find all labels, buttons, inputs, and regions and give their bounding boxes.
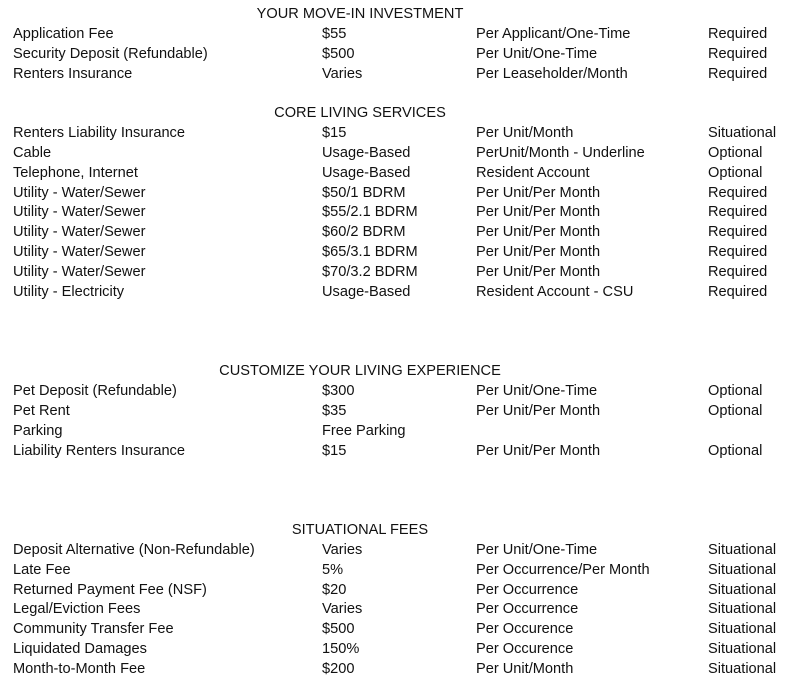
fee-amount: $300 bbox=[322, 383, 355, 400]
fee-amount: Varies bbox=[322, 65, 363, 82]
fee-amount: $50/1 BDRM bbox=[322, 184, 406, 201]
section-spacer bbox=[0, 303, 800, 363]
fee-row bbox=[0, 541, 800, 561]
fee-name: Utility - Water/Sewer bbox=[13, 184, 146, 201]
fee-frequency: Per Occurence bbox=[476, 621, 574, 638]
fee-frequency: Per Unit/One-Time bbox=[476, 383, 598, 400]
fee-name: Month-to-Month Fee bbox=[13, 660, 146, 677]
fee-amount: $65/3.1 BDRM bbox=[322, 244, 418, 261]
section-spacer bbox=[0, 84, 800, 104]
fee-schedule-document bbox=[0, 5, 800, 680]
fee-amount: 5% bbox=[322, 561, 344, 578]
fee-frequency: Per Unit/Month bbox=[476, 125, 574, 142]
fee-name: Utility - Water/Sewer bbox=[13, 263, 146, 280]
fee-status: Optional bbox=[708, 164, 763, 181]
fee-amount: $500 bbox=[322, 45, 355, 62]
fee-frequency: Per Unit/Per Month bbox=[476, 244, 601, 261]
fee-status: Required bbox=[708, 65, 768, 82]
fee-frequency: Resident Account bbox=[476, 164, 590, 181]
fee-row bbox=[0, 640, 800, 660]
fee-status: Optional bbox=[708, 442, 763, 459]
fee-amount: $15 bbox=[322, 125, 347, 142]
fee-status: Required bbox=[708, 244, 768, 261]
fee-amount: $70/3.2 BDRM bbox=[322, 263, 418, 280]
fee-name: Cable bbox=[13, 144, 52, 161]
fee-row bbox=[0, 184, 800, 204]
section-title-situational: SITUATIONAL FEES bbox=[291, 521, 429, 538]
fee-status: Optional bbox=[708, 383, 763, 400]
fee-frequency: Per Unit/Per Month bbox=[476, 204, 601, 221]
fee-name: Pet Deposit (Refundable) bbox=[13, 383, 177, 400]
fee-row bbox=[0, 422, 800, 442]
section-title-customize: CUSTOMIZE YOUR LIVING EXPERIENCE bbox=[219, 363, 501, 380]
fee-amount: $15 bbox=[322, 442, 347, 459]
fee-status: Situational bbox=[708, 621, 777, 638]
section-title-core-services: CORE LIVING SERVICES bbox=[274, 105, 446, 122]
fee-name: Renters Insurance bbox=[13, 65, 133, 82]
fee-status: Optional bbox=[708, 144, 763, 161]
fee-name: Utility - Water/Sewer bbox=[13, 224, 146, 241]
fee-amount: $20 bbox=[322, 581, 347, 598]
fee-frequency: Per Unit/Per Month bbox=[476, 402, 601, 419]
fee-row bbox=[0, 402, 800, 422]
fee-frequency: Per Occurrence bbox=[476, 601, 579, 618]
fee-frequency: Per Unit/Per Month bbox=[476, 263, 601, 280]
fee-status: Required bbox=[708, 224, 768, 241]
fee-name: Utility - Electricity bbox=[13, 283, 125, 300]
fee-row bbox=[0, 581, 800, 601]
fee-status: Situational bbox=[708, 541, 777, 558]
fee-name: Legal/Eviction Fees bbox=[13, 601, 141, 618]
fee-amount: $200 bbox=[322, 660, 355, 677]
fee-row bbox=[0, 382, 800, 402]
fee-amount: Usage-Based bbox=[322, 283, 411, 300]
fee-frequency: Per Occurrence/Per Month bbox=[476, 561, 650, 578]
fee-frequency: Per Unit/One-Time bbox=[476, 45, 598, 62]
fee-name: Application Fee bbox=[13, 25, 114, 42]
fee-status: Required bbox=[708, 184, 768, 201]
fee-name: Pet Rent bbox=[13, 402, 70, 419]
fee-frequency: Per Unit/Month bbox=[476, 660, 574, 677]
fee-row bbox=[0, 45, 800, 65]
section-title-move-in: YOUR MOVE-IN INVESTMENT bbox=[256, 6, 464, 22]
fee-status: Required bbox=[708, 283, 768, 300]
fee-row bbox=[0, 442, 800, 462]
fee-frequency: Per Unit/Per Month bbox=[476, 442, 601, 459]
fee-row bbox=[0, 561, 800, 581]
fee-status: Required bbox=[708, 263, 768, 280]
fee-status: Situational bbox=[708, 641, 777, 658]
fee-amount: $55/2.1 BDRM bbox=[322, 204, 418, 221]
fee-row bbox=[0, 620, 800, 640]
section-spacer bbox=[0, 461, 800, 521]
fee-amount: $55 bbox=[322, 25, 347, 42]
fee-amount: $60/2 BDRM bbox=[322, 224, 406, 241]
fee-row bbox=[0, 223, 800, 243]
fee-row bbox=[0, 243, 800, 263]
fee-name: Utility - Water/Sewer bbox=[13, 204, 146, 221]
fee-amount: 150% bbox=[322, 641, 360, 658]
fee-status: Situational bbox=[708, 125, 777, 142]
fee-name: Community Transfer Fee bbox=[13, 621, 174, 638]
fee-amount: Usage-Based bbox=[322, 164, 411, 181]
fee-frequency: Per Unit/One-Time bbox=[476, 541, 598, 558]
fee-row bbox=[0, 164, 800, 184]
fee-row bbox=[0, 263, 800, 283]
fee-name: Deposit Alternative (Non-Refundable) bbox=[13, 541, 255, 558]
fee-name: Telephone, Internet bbox=[13, 164, 138, 181]
fee-frequency: Per Unit/Per Month bbox=[476, 184, 601, 201]
fee-frequency: Per Occurrence bbox=[476, 581, 579, 598]
fee-row bbox=[0, 65, 800, 85]
fee-name: Returned Payment Fee (NSF) bbox=[13, 581, 207, 598]
fee-amount: Varies bbox=[322, 541, 363, 558]
fee-amount: $500 bbox=[322, 621, 355, 638]
fee-status: Situational bbox=[708, 561, 777, 578]
fee-amount: $35 bbox=[322, 402, 347, 419]
fee-amount: Free Parking bbox=[322, 422, 406, 439]
fee-row bbox=[0, 203, 800, 223]
fee-row bbox=[0, 25, 800, 45]
fee-name: Late Fee bbox=[13, 561, 71, 578]
fee-row bbox=[0, 283, 800, 303]
fee-name: Renters Liability Insurance bbox=[13, 125, 185, 142]
fee-frequency: Per Leaseholder/Month bbox=[476, 65, 628, 82]
fee-row bbox=[0, 124, 800, 144]
fee-status: Required bbox=[708, 204, 768, 221]
fee-name: Liquidated Damages bbox=[13, 641, 147, 658]
fee-name: Parking bbox=[13, 422, 63, 439]
fee-row bbox=[0, 600, 800, 620]
fee-amount: Usage-Based bbox=[322, 144, 411, 161]
fee-row bbox=[0, 660, 800, 680]
fee-frequency: Resident Account - CSU bbox=[476, 283, 634, 300]
fee-name: Security Deposit (Refundable) bbox=[13, 45, 208, 62]
fee-status: Optional bbox=[708, 402, 763, 419]
fee-status: Required bbox=[708, 25, 768, 42]
fee-status: Situational bbox=[708, 660, 777, 677]
fee-frequency: PerUnit/Month - Underline bbox=[476, 144, 645, 161]
fee-status: Situational bbox=[708, 601, 777, 618]
fee-row bbox=[0, 144, 800, 164]
fee-status: Required bbox=[708, 45, 768, 62]
fee-amount: Varies bbox=[322, 601, 363, 618]
fee-frequency: Per Occurence bbox=[476, 641, 574, 658]
fee-name: Liability Renters Insurance bbox=[13, 442, 185, 459]
fee-frequency: Per Unit/Per Month bbox=[476, 224, 601, 241]
fee-frequency: Per Applicant/One-Time bbox=[476, 25, 631, 42]
fee-name: Utility - Water/Sewer bbox=[13, 244, 146, 261]
fee-status: Situational bbox=[708, 581, 777, 598]
